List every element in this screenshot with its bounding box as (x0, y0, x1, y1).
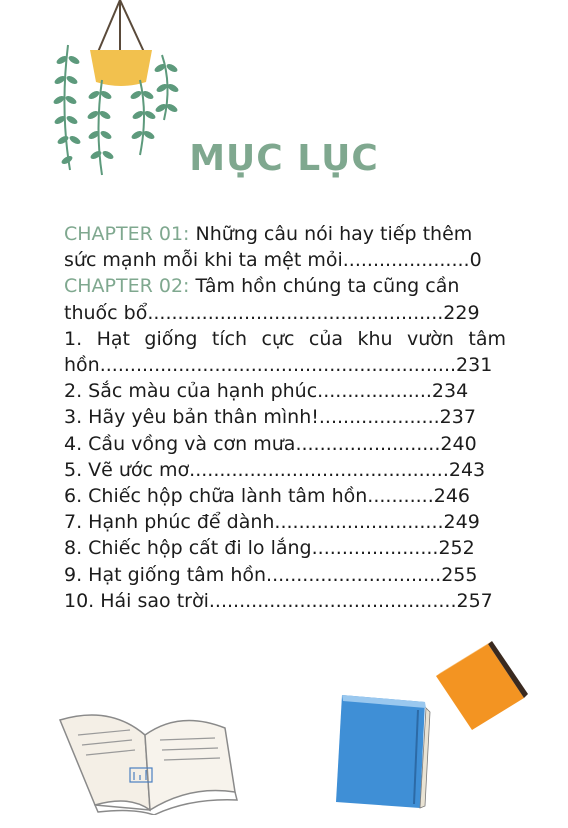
toc-line: 3. Hãy yêu bản thân mình!....................237 (64, 406, 476, 429)
toc-line: 9. Hạt giống tâm hồn.............................255 (64, 563, 478, 586)
toc-line: 10. Hái sao trời.........................................257 (64, 589, 493, 612)
toc-text: Tâm hồn chúng ta cũng cần (189, 275, 460, 298)
toc-line: 8. Chiếc hộp cất đi lo lắng.....................252 (64, 537, 475, 560)
toc-line (64, 221, 506, 247)
table-of-contents (64, 221, 506, 614)
toc-line: sức mạnh mỗi khi ta mệt mỏi.....................0 (64, 249, 482, 272)
toc-line: thuốc bổ.................................................229 (64, 301, 480, 324)
page-title: MỤC LỤC (189, 138, 379, 179)
toc-line: 7. Hạnh phúc để dành............................249 (64, 511, 480, 534)
open-book-icon (50, 700, 240, 815)
toc-text: Những câu nói hay tiếp thêm (189, 223, 473, 245)
toc-line: 6. Chiếc hộp chữa lành tâm hồn...........246 (64, 485, 471, 508)
toc-line: hồn...........................................................231 (64, 354, 493, 377)
toc-line (64, 273, 506, 299)
blue-book-icon (330, 690, 435, 810)
toc-line: 4. Cầu vồng và cơn mưa........................240 (64, 432, 477, 455)
chapter-label: CHAPTER 01: (64, 223, 190, 245)
toc-line: 1. Hạt giống tích cực của khu vườn tâm (64, 327, 506, 350)
orange-book-icon (428, 636, 533, 736)
toc-line: 5. Vẽ ước mơ...........................................243 (64, 458, 486, 481)
chapter-label: CHAPTER 02: (64, 275, 190, 298)
toc-line: 2. Sắc màu của hạnh phúc...................234 (64, 380, 469, 403)
